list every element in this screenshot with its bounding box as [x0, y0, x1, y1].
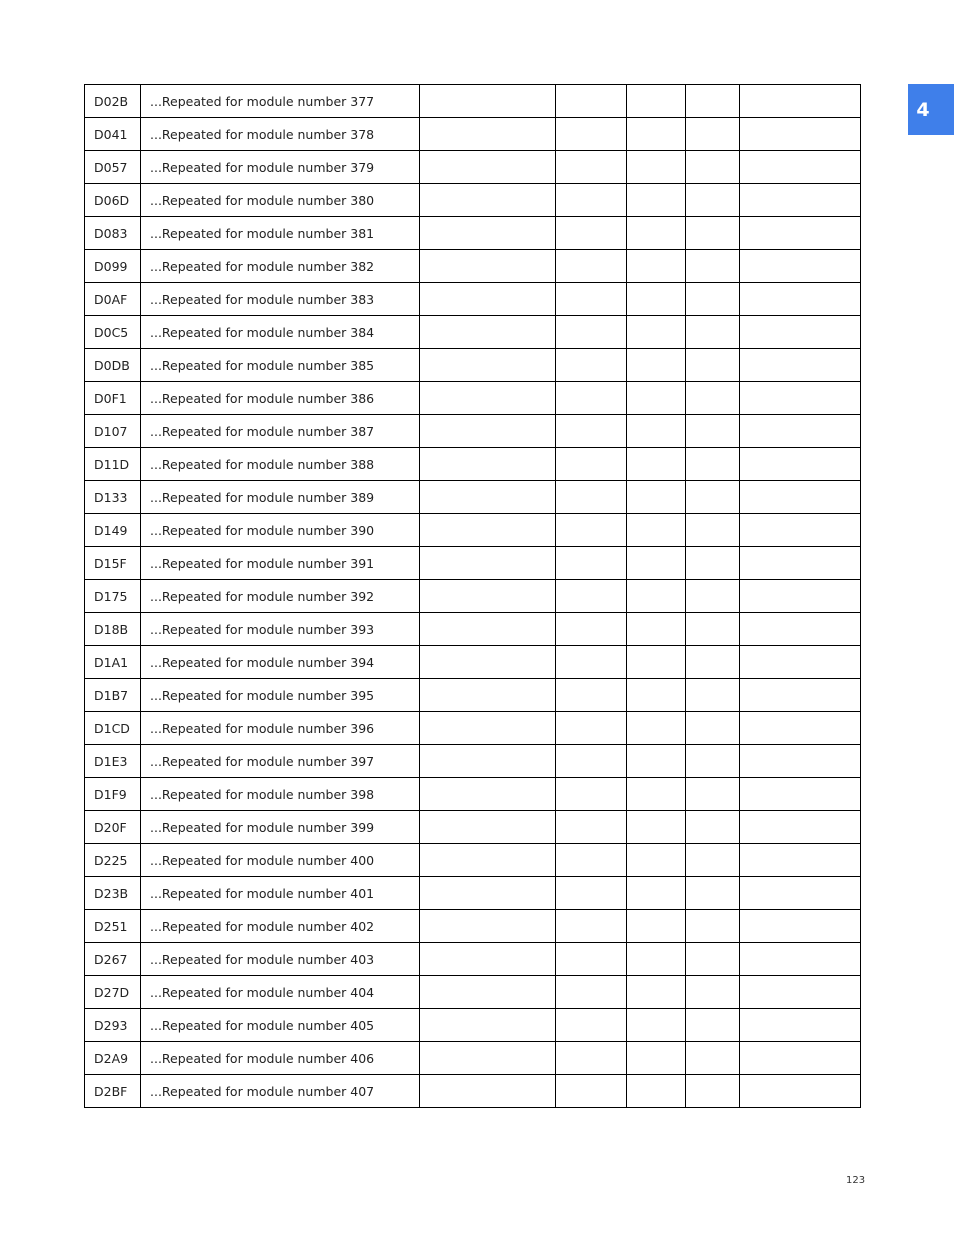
empty-cell — [740, 745, 861, 778]
empty-cell — [740, 910, 861, 943]
empty-cell — [686, 580, 740, 613]
table-row — [85, 382, 861, 415]
table-row — [85, 448, 861, 481]
empty-cell — [740, 811, 861, 844]
empty-cell — [420, 1042, 556, 1075]
register-table-body — [85, 85, 861, 1108]
empty-cell — [627, 877, 686, 910]
description-cell: ...Repeated for module number 396 — [141, 712, 420, 745]
empty-cell — [420, 151, 556, 184]
address-cell: D293 — [85, 1009, 141, 1042]
empty-cell — [420, 877, 556, 910]
empty-cell — [420, 811, 556, 844]
empty-cell — [556, 349, 627, 382]
empty-cell — [740, 382, 861, 415]
description-cell: ...Repeated for module number 384 — [141, 316, 420, 349]
register-table — [84, 84, 861, 1108]
empty-cell — [556, 778, 627, 811]
empty-cell — [556, 151, 627, 184]
address-cell: D1E3 — [85, 745, 141, 778]
description-cell: ...Repeated for module number 407 — [141, 1075, 420, 1108]
empty-cell — [556, 646, 627, 679]
empty-cell — [686, 415, 740, 448]
table-row — [85, 514, 861, 547]
address-cell: D0C5 — [85, 316, 141, 349]
empty-cell — [686, 679, 740, 712]
empty-cell — [420, 646, 556, 679]
table-row — [85, 877, 861, 910]
table-row — [85, 745, 861, 778]
address-cell: D107 — [85, 415, 141, 448]
empty-cell — [420, 382, 556, 415]
address-cell: D27D — [85, 976, 141, 1009]
empty-cell — [740, 1042, 861, 1075]
description-cell: ...Repeated for module number 383 — [141, 283, 420, 316]
empty-cell — [420, 184, 556, 217]
address-cell: D1B7 — [85, 679, 141, 712]
table-row — [85, 547, 861, 580]
table-row — [85, 646, 861, 679]
table-row — [85, 349, 861, 382]
description-cell: ...Repeated for module number 379 — [141, 151, 420, 184]
address-cell: D2A9 — [85, 1042, 141, 1075]
empty-cell — [686, 316, 740, 349]
empty-cell — [627, 118, 686, 151]
empty-cell — [556, 118, 627, 151]
description-cell: ...Repeated for module number 403 — [141, 943, 420, 976]
address-cell: D23B — [85, 877, 141, 910]
address-cell: D2BF — [85, 1075, 141, 1108]
empty-cell — [686, 910, 740, 943]
empty-cell — [686, 349, 740, 382]
empty-cell — [556, 316, 627, 349]
empty-cell — [627, 316, 686, 349]
empty-cell — [420, 679, 556, 712]
empty-cell — [627, 910, 686, 943]
empty-cell — [627, 646, 686, 679]
empty-cell — [556, 217, 627, 250]
empty-cell — [686, 1042, 740, 1075]
table-row — [85, 1009, 861, 1042]
empty-cell — [627, 745, 686, 778]
empty-cell — [556, 250, 627, 283]
table-row — [85, 976, 861, 1009]
empty-cell — [686, 811, 740, 844]
address-cell: D251 — [85, 910, 141, 943]
address-cell: D175 — [85, 580, 141, 613]
description-cell: ...Repeated for module number 399 — [141, 811, 420, 844]
empty-cell — [740, 448, 861, 481]
empty-cell — [740, 646, 861, 679]
empty-cell — [627, 976, 686, 1009]
empty-cell — [556, 976, 627, 1009]
address-cell: D149 — [85, 514, 141, 547]
table-row — [85, 811, 861, 844]
description-cell: ...Repeated for module number 398 — [141, 778, 420, 811]
empty-cell — [420, 415, 556, 448]
empty-cell — [686, 85, 740, 118]
empty-cell — [627, 514, 686, 547]
empty-cell — [556, 1075, 627, 1108]
empty-cell — [627, 679, 686, 712]
empty-cell — [420, 745, 556, 778]
empty-cell — [556, 613, 627, 646]
empty-cell — [420, 118, 556, 151]
table-row — [85, 712, 861, 745]
empty-cell — [556, 184, 627, 217]
empty-cell — [686, 1075, 740, 1108]
empty-cell — [627, 778, 686, 811]
description-cell: ...Repeated for module number 402 — [141, 910, 420, 943]
empty-cell — [686, 877, 740, 910]
description-cell: ...Repeated for module number 405 — [141, 1009, 420, 1042]
chapter-tab: 4 — [908, 84, 954, 135]
empty-cell — [627, 580, 686, 613]
empty-cell — [556, 283, 627, 316]
empty-cell — [740, 1075, 861, 1108]
empty-cell — [740, 514, 861, 547]
empty-cell — [740, 943, 861, 976]
empty-cell — [420, 448, 556, 481]
table-row — [85, 184, 861, 217]
empty-cell — [556, 712, 627, 745]
empty-cell — [556, 382, 627, 415]
table-row — [85, 844, 861, 877]
address-cell: D225 — [85, 844, 141, 877]
description-cell: ...Repeated for module number 397 — [141, 745, 420, 778]
empty-cell — [627, 349, 686, 382]
table-row — [85, 151, 861, 184]
description-cell: ...Repeated for module number 404 — [141, 976, 420, 1009]
empty-cell — [686, 778, 740, 811]
empty-cell — [556, 811, 627, 844]
description-cell: ...Repeated for module number 389 — [141, 481, 420, 514]
address-cell: D20F — [85, 811, 141, 844]
empty-cell — [420, 712, 556, 745]
empty-cell — [686, 151, 740, 184]
empty-cell — [740, 118, 861, 151]
empty-cell — [556, 481, 627, 514]
table-row — [85, 778, 861, 811]
description-cell: ...Repeated for module number 401 — [141, 877, 420, 910]
empty-cell — [740, 547, 861, 580]
address-cell: D11D — [85, 448, 141, 481]
empty-cell — [740, 679, 861, 712]
empty-cell — [420, 217, 556, 250]
empty-cell — [420, 1075, 556, 1108]
empty-cell — [420, 316, 556, 349]
empty-cell — [627, 382, 686, 415]
empty-cell — [556, 943, 627, 976]
empty-cell — [627, 943, 686, 976]
address-cell: D041 — [85, 118, 141, 151]
empty-cell — [686, 118, 740, 151]
empty-cell — [627, 1009, 686, 1042]
empty-cell — [686, 382, 740, 415]
empty-cell — [686, 514, 740, 547]
empty-cell — [740, 250, 861, 283]
empty-cell — [627, 547, 686, 580]
empty-cell — [740, 217, 861, 250]
empty-cell — [420, 844, 556, 877]
empty-cell — [627, 448, 686, 481]
empty-cell — [686, 976, 740, 1009]
address-cell: D083 — [85, 217, 141, 250]
empty-cell — [740, 1009, 861, 1042]
empty-cell — [420, 514, 556, 547]
empty-cell — [740, 976, 861, 1009]
description-cell: ...Repeated for module number 393 — [141, 613, 420, 646]
empty-cell — [627, 184, 686, 217]
empty-cell — [420, 943, 556, 976]
empty-cell — [420, 1009, 556, 1042]
empty-cell — [556, 1009, 627, 1042]
empty-cell — [627, 811, 686, 844]
address-cell: D0AF — [85, 283, 141, 316]
empty-cell — [627, 844, 686, 877]
empty-cell — [556, 514, 627, 547]
empty-cell — [686, 217, 740, 250]
description-cell: ...Repeated for module number 377 — [141, 85, 420, 118]
empty-cell — [420, 85, 556, 118]
address-cell: D099 — [85, 250, 141, 283]
empty-cell — [740, 151, 861, 184]
table-row — [85, 1042, 861, 1075]
empty-cell — [627, 85, 686, 118]
empty-cell — [627, 283, 686, 316]
table-row — [85, 481, 861, 514]
description-cell: ...Repeated for module number 406 — [141, 1042, 420, 1075]
description-cell: ...Repeated for module number 394 — [141, 646, 420, 679]
address-cell: D0DB — [85, 349, 141, 382]
empty-cell — [686, 712, 740, 745]
empty-cell — [627, 217, 686, 250]
table-row — [85, 580, 861, 613]
empty-cell — [556, 448, 627, 481]
empty-cell — [627, 415, 686, 448]
table-row — [85, 316, 861, 349]
empty-cell — [420, 250, 556, 283]
table-row — [85, 1075, 861, 1108]
empty-cell — [556, 910, 627, 943]
empty-cell — [686, 646, 740, 679]
empty-cell — [627, 250, 686, 283]
empty-cell — [740, 580, 861, 613]
table-row — [85, 118, 861, 151]
address-cell: D1A1 — [85, 646, 141, 679]
empty-cell — [627, 712, 686, 745]
description-cell: ...Repeated for module number 385 — [141, 349, 420, 382]
empty-cell — [627, 613, 686, 646]
empty-cell — [686, 1009, 740, 1042]
empty-cell — [556, 580, 627, 613]
empty-cell — [420, 580, 556, 613]
empty-cell — [740, 844, 861, 877]
empty-cell — [556, 877, 627, 910]
empty-cell — [740, 481, 861, 514]
empty-cell — [686, 844, 740, 877]
address-cell: D1F9 — [85, 778, 141, 811]
description-cell: ...Repeated for module number 382 — [141, 250, 420, 283]
empty-cell — [420, 481, 556, 514]
empty-cell — [686, 283, 740, 316]
description-cell: ...Repeated for module number 386 — [141, 382, 420, 415]
empty-cell — [556, 85, 627, 118]
empty-cell — [740, 778, 861, 811]
empty-cell — [686, 481, 740, 514]
table-row — [85, 283, 861, 316]
table-row — [85, 613, 861, 646]
table-row — [85, 679, 861, 712]
empty-cell — [686, 613, 740, 646]
empty-cell — [420, 976, 556, 1009]
empty-cell — [740, 877, 861, 910]
empty-cell — [740, 316, 861, 349]
empty-cell — [627, 1042, 686, 1075]
description-cell: ...Repeated for module number 388 — [141, 448, 420, 481]
empty-cell — [556, 745, 627, 778]
empty-cell — [420, 283, 556, 316]
empty-cell — [686, 943, 740, 976]
description-cell: ...Repeated for module number 387 — [141, 415, 420, 448]
empty-cell — [420, 349, 556, 382]
description-cell: ...Repeated for module number 380 — [141, 184, 420, 217]
description-cell: ...Repeated for module number 390 — [141, 514, 420, 547]
empty-cell — [740, 85, 861, 118]
address-cell: D06D — [85, 184, 141, 217]
empty-cell — [686, 448, 740, 481]
description-cell: ...Repeated for module number 392 — [141, 580, 420, 613]
address-cell: D1CD — [85, 712, 141, 745]
empty-cell — [740, 184, 861, 217]
address-cell: D15F — [85, 547, 141, 580]
empty-cell — [686, 547, 740, 580]
address-cell: D0F1 — [85, 382, 141, 415]
empty-cell — [556, 1042, 627, 1075]
empty-cell — [556, 679, 627, 712]
empty-cell — [627, 1075, 686, 1108]
description-cell: ...Repeated for module number 381 — [141, 217, 420, 250]
empty-cell — [556, 415, 627, 448]
address-cell: D02B — [85, 85, 141, 118]
description-cell: ...Repeated for module number 395 — [141, 679, 420, 712]
address-cell: D18B — [85, 613, 141, 646]
page-number: 123 — [846, 1175, 866, 1186]
empty-cell — [740, 712, 861, 745]
description-cell: ...Repeated for module number 400 — [141, 844, 420, 877]
empty-cell — [740, 283, 861, 316]
empty-cell — [686, 184, 740, 217]
table-row — [85, 910, 861, 943]
table-row — [85, 415, 861, 448]
empty-cell — [420, 910, 556, 943]
empty-cell — [556, 844, 627, 877]
empty-cell — [420, 778, 556, 811]
table-row — [85, 85, 861, 118]
empty-cell — [420, 547, 556, 580]
table-row — [85, 943, 861, 976]
empty-cell — [420, 613, 556, 646]
address-cell: D267 — [85, 943, 141, 976]
description-cell: ...Repeated for module number 378 — [141, 118, 420, 151]
empty-cell — [740, 349, 861, 382]
empty-cell — [686, 250, 740, 283]
address-cell: D133 — [85, 481, 141, 514]
table-row — [85, 217, 861, 250]
empty-cell — [627, 151, 686, 184]
table-row — [85, 250, 861, 283]
empty-cell — [627, 481, 686, 514]
empty-cell — [740, 613, 861, 646]
description-cell: ...Repeated for module number 391 — [141, 547, 420, 580]
empty-cell — [740, 415, 861, 448]
empty-cell — [556, 547, 627, 580]
empty-cell — [686, 745, 740, 778]
address-cell: D057 — [85, 151, 141, 184]
